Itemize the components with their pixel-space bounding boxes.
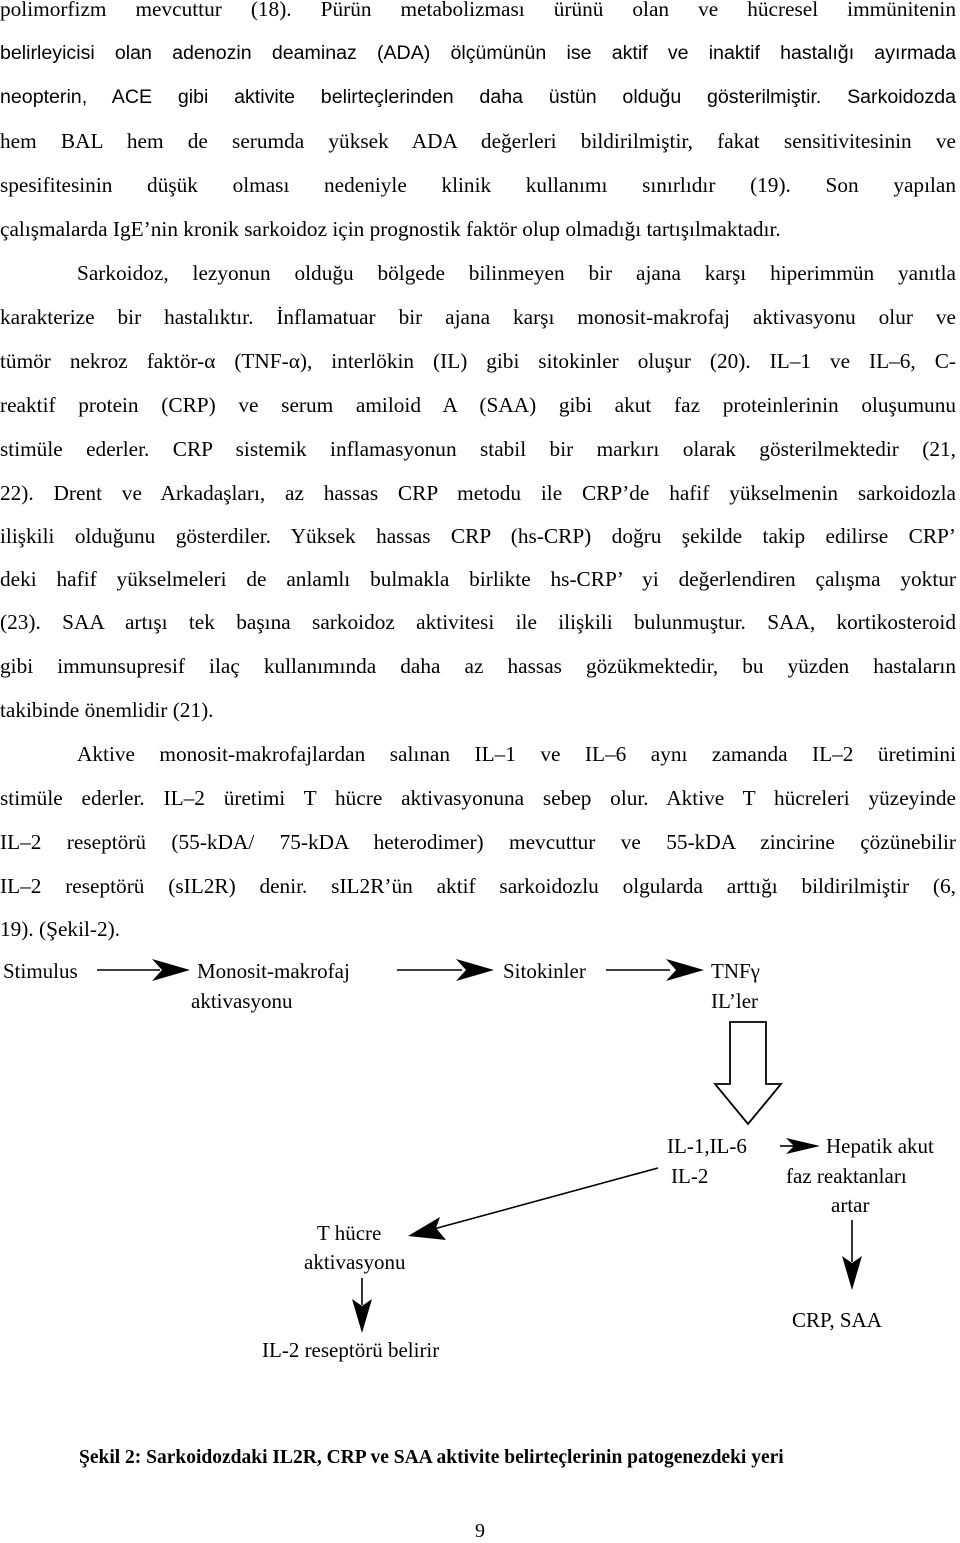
text-line: takibinde önemlidir (21). (0, 698, 214, 722)
arrow-stimulus-to-monosit (97, 959, 190, 981)
text-line: karakterize bir hastalıktır. İnflamatuar bir ajana karşı monosit-makrofaj aktivasyonu olur ve (0, 305, 956, 329)
node-tnf-line1: TNFγ (711, 959, 760, 983)
text-line: çalışmalarda IgE’nin kronik sarkoidoz için prognostik faktör olup olmadığı tartışılmaktadır. (0, 217, 781, 241)
text-line: (23). SAA artışı tek başına sarkoidoz aktivitesi ile ilişkili bulunmuştur. SAA, kortikosteroid (0, 610, 956, 634)
node-monosit-line1: Monosit-makrofaj (197, 959, 350, 983)
text-line: Sarkoidoz, lezyonun olduğu bölgede bilinmeyen bir ajana karşı hiperimmün yanıtla (77, 261, 956, 285)
text-line: reaktif protein (CRP) ve serum amiloid A (SAA) gibi akut faz proteinlerinin oluşumunu (0, 393, 956, 417)
text-line: belirleyicisi olan adenozin deaminaz (ADA) ölçümünün ise aktif ve inaktif hastalığı ayırmada (0, 42, 956, 64)
node-sitokinler: Sitokinler (503, 959, 586, 983)
text-line: hem BAL hem de serumda yüksek ADA değerleri bildirilmiştir, fakat sensitivitesinin ve (0, 129, 956, 153)
arrow-monosit-to-sitokinler (397, 959, 494, 981)
node-hepatik-line1: Hepatik akut (826, 1134, 934, 1158)
text-line: neopterin, ACE gibi aktivite belirteçlerinden daha üstün olduğu gösterilmiştir. Sarkoidozda (0, 86, 956, 108)
text-line: deki hafif yükselmeleri de anlamlı bulmakla birlikte hs-CRP’ yi değerlendiren çalışma yoktur (0, 567, 956, 591)
figure-caption: Şekil 2: Sarkoidozdaki IL2R, CRP ve SAA aktivite belirteçlerinin patogenezdeki yeri (79, 1447, 784, 1468)
text-line: gibi immunsupresif ilaç kullanımında daha az hassas gözükmektedir, bu yüzden hastaların (0, 654, 956, 678)
page-number: 9 (475, 1520, 485, 1542)
text-line: IL–2 reseptörü (sIL2R) denir. sIL2R’ün aktif sarkoidozlu olgularda arttığı bildirilmiştir (6, (0, 874, 956, 898)
text-line: 19). (Şekil-2). (0, 917, 121, 941)
node-tnf-line2: IL’ler (711, 989, 759, 1013)
node-thucre-line1: T hücre (317, 1221, 382, 1245)
arrow-thucre-to-reseptor (352, 1278, 372, 1333)
arrow-hepatik-to-crp (842, 1220, 862, 1290)
text-line: polimorfizm mevcuttur (18). Pürün metabolizması ürünü olan ve hücresel immünitenin (0, 0, 956, 21)
arrow-il-to-thucre (408, 1168, 658, 1240)
text-line: stimüle ederler. CRP sistemik inflamasyonun stabil bir markırı olarak gösterilmektedir (21, (0, 437, 956, 461)
text-line: stimüle ederler. IL–2 üretimi T hücre aktivasyonuna sebep olur. Aktive T hücreleri yüzeyinde (0, 786, 956, 810)
node-crp-saa: CRP, SAA (792, 1308, 882, 1332)
node-stimulus: Stimulus (3, 959, 78, 983)
text-line: Aktive monosit-makrofajlardan salınan IL–1 ve IL–6 aynı zamanda IL–2 üretimini (77, 742, 956, 766)
node-il-line2: IL-2 (671, 1164, 709, 1188)
text-line: ilişkili olduğunu gösterdiler. Yüksek hassas CRP (hs-CRP) doğru şekilde takip edilirse CRP’ (0, 524, 956, 548)
node-il-line1: IL-1,IL-6 (667, 1134, 747, 1158)
node-hepatik-line3: artar (831, 1193, 870, 1217)
hollow-arrow-down (715, 1022, 781, 1124)
node-hepatik-line2: faz reaktanları (786, 1164, 907, 1188)
node-reseptor: IL-2 reseptörü belirir (262, 1338, 440, 1362)
node-monosit-line2: aktivasyonu (191, 989, 293, 1013)
text-line: spesifitesinin düşük olması nedeniyle klinik kullanımı sınırlıdır (19). Son yapılan (0, 173, 956, 197)
arrow-sitokinler-to-tnf (606, 959, 704, 981)
text-line: IL–2 reseptörü (55-kDA/ 75-kDA heterodimer) mevcuttur ve 55-kDA zincirine çözünebilir (0, 830, 956, 854)
node-thucre-line2: aktivasyonu (304, 1250, 406, 1274)
text-line: tümör nekroz faktör-α (TNF-α), interlökin (IL) gibi sitokinler oluşur (20). IL–1 ve IL–6, C- (0, 349, 956, 373)
arrow-il-to-hepatik (780, 1138, 820, 1154)
text-line: 22). Drent ve Arkadaşları, az hassas CRP metodu ile CRP’de hafif yükselmenin sarkoidozla (0, 481, 956, 505)
